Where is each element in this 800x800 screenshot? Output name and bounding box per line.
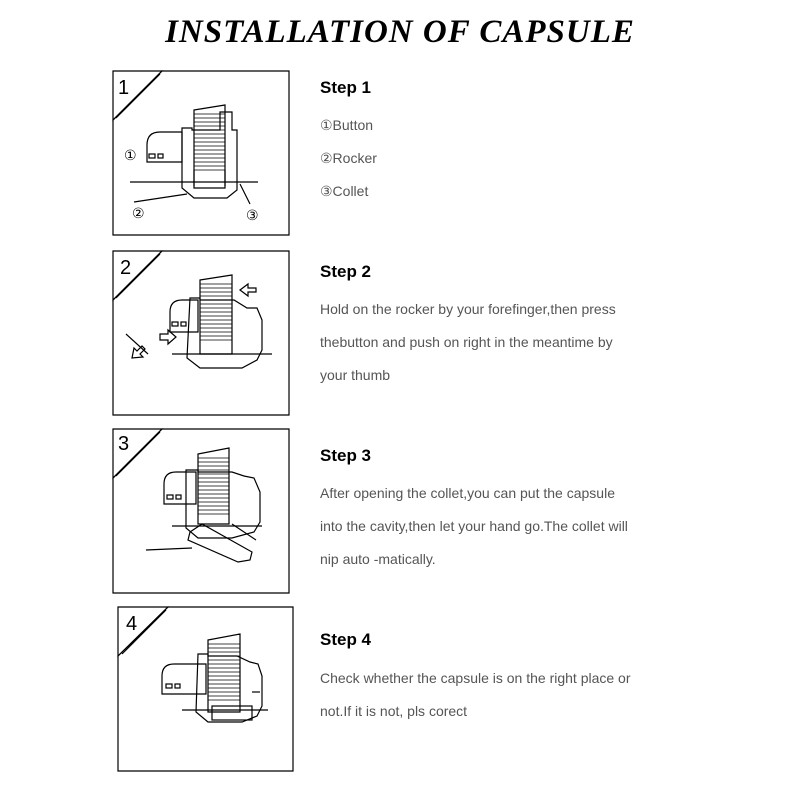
- step-number: 4: [126, 613, 138, 635]
- step-line: ②Rocker: [320, 150, 377, 166]
- step-number: 2: [120, 257, 132, 279]
- step-line: ①Button: [320, 117, 374, 133]
- step-line: After opening the collet,you can put the capsule: [320, 485, 615, 501]
- step-line: not.If it is not, pls corect: [320, 703, 468, 719]
- step-line: Hold on the rocker by your forefinger,then press: [320, 301, 616, 317]
- step-4-illustration: [112, 606, 290, 770]
- step-line: Check whether the capsule is on the right place or: [320, 670, 631, 686]
- step-line: your thumb: [320, 367, 391, 383]
- step-body: [320, 109, 700, 208]
- step-line: nip auto -matically.: [320, 551, 436, 567]
- step-2-illustration: [112, 250, 290, 414]
- callout-button: ①: [124, 148, 137, 164]
- callout-collet: ③: [246, 208, 259, 224]
- step-line: thebutton and push on right in the meantime by: [320, 334, 613, 350]
- page-title: INSTALLATION OF CAPSULE: [165, 14, 635, 50]
- step-line: ③Collet: [320, 183, 369, 199]
- callout-rocker: ②: [132, 206, 145, 222]
- step-1-illustration: [112, 70, 290, 234]
- step-3-illustration: [112, 428, 290, 592]
- step-number: 1: [118, 77, 130, 99]
- step-heading: Step 2: [320, 262, 372, 281]
- step-heading: Step 1: [320, 78, 372, 97]
- step-body: [320, 477, 700, 576]
- step-heading: Step 3: [320, 446, 372, 465]
- step-heading: Step 4: [320, 630, 372, 649]
- step-number: 3: [118, 433, 130, 455]
- step-body: [320, 293, 700, 392]
- step-body: [320, 662, 700, 728]
- step-line: into the cavity,then let your hand go.The collet will: [320, 518, 628, 534]
